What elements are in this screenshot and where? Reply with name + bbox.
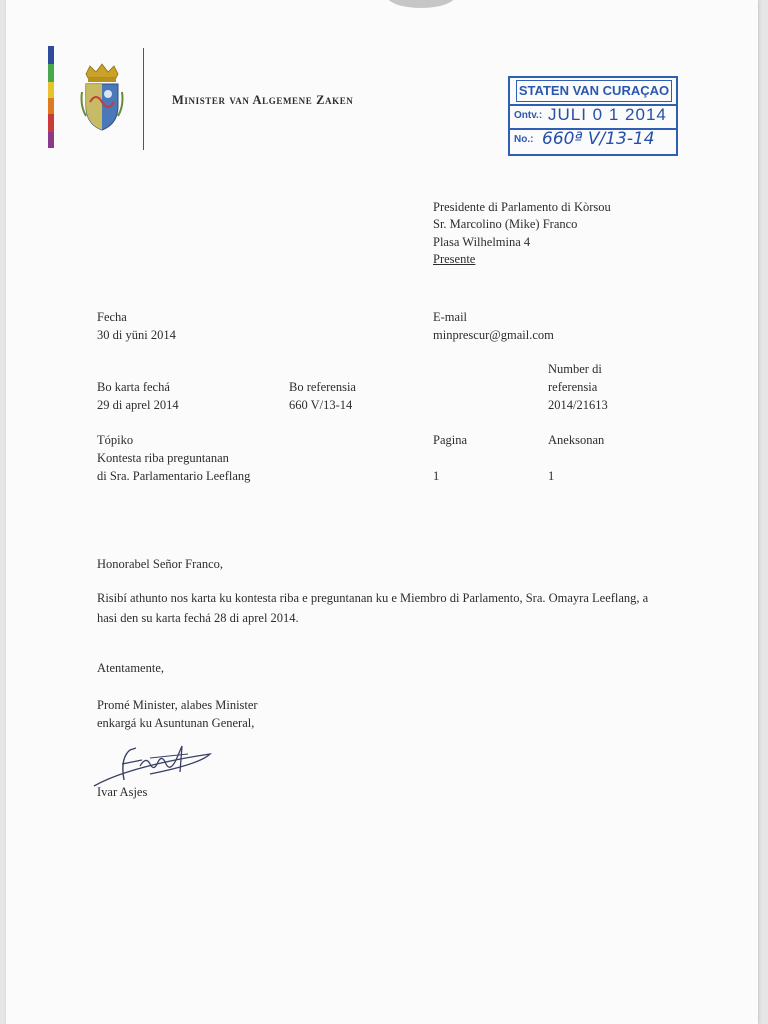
signer-title: Promé Minister, alabes Minister (97, 698, 258, 712)
number-value: 2014/21613 (548, 398, 608, 412)
body-paragraph: Risibí athunto nos karta ku kontesta riba e preguntanan ku e Miembro di Parlamento, Sra. Omayra Leeflang, a hasi den su karta fechá 28 di aprel 2014. (97, 591, 649, 625)
scan-smudge (386, 0, 456, 8)
stamp-number-value: 660ª V/13-14 (542, 129, 655, 149)
signer-name: Ivar Asjes (97, 785, 148, 799)
reference-label: Bo referensia (289, 380, 356, 394)
annex-value: 1 (548, 469, 555, 483)
date-label: Fecha (97, 310, 127, 324)
email-label: E-mail (433, 310, 468, 324)
color-bar-segment (48, 46, 54, 64)
topic-label: Tópiko (97, 433, 134, 447)
recipient-line: Presente (433, 252, 476, 266)
ministry-name: Minister van Algemene Zaken (172, 93, 354, 107)
color-bar-segment (48, 98, 54, 114)
stamp-title: STATEN VAN CURAÇAO (516, 80, 672, 102)
recipient-line: Plasa Wilhelmina 4 (433, 235, 531, 249)
topic-value: di Sra. Parlamentario Leeflang (97, 469, 251, 483)
letter-page (6, 0, 758, 1024)
closing: Atentamente, (97, 661, 164, 675)
color-bar-segment (48, 132, 54, 148)
stamp-received-date: JULI 0 1 2014 (548, 105, 667, 124)
topic-value: Kontesta riba preguntanan (97, 451, 229, 465)
recipient-line: Presidente di Parlamento di Kòrsou (433, 200, 611, 214)
color-bar-segment (48, 64, 54, 82)
coat-of-arms-icon (80, 62, 124, 132)
annex-label: Aneksonan (548, 433, 605, 447)
number-label: referensia (548, 380, 598, 394)
letter-date-label: Bo karta fechá (97, 380, 170, 394)
salutation: Honorabel Señor Franco, (97, 557, 224, 571)
stamp-number-label: No.: (514, 134, 534, 145)
email-value: minprescur@gmail.com (433, 328, 554, 342)
date-value: 30 di yüni 2014 (97, 328, 176, 342)
reference-value: 660 V/13-14 (289, 398, 353, 412)
letter-date-value: 29 di aprel 2014 (97, 398, 179, 412)
recipient-line: Sr. Marcolino (Mike) Franco (433, 217, 578, 231)
color-bar-segment (48, 114, 54, 132)
signer-title: enkargá ku Asuntunan General, (97, 716, 255, 730)
page-value: 1 (433, 469, 440, 483)
stamp-received-label: Ontv.: (514, 110, 543, 121)
received-stamp (508, 76, 678, 156)
header-divider (143, 48, 144, 150)
page-label: Pagina (433, 433, 468, 447)
color-bar-segment (48, 82, 54, 98)
number-label: Number di (548, 362, 602, 376)
